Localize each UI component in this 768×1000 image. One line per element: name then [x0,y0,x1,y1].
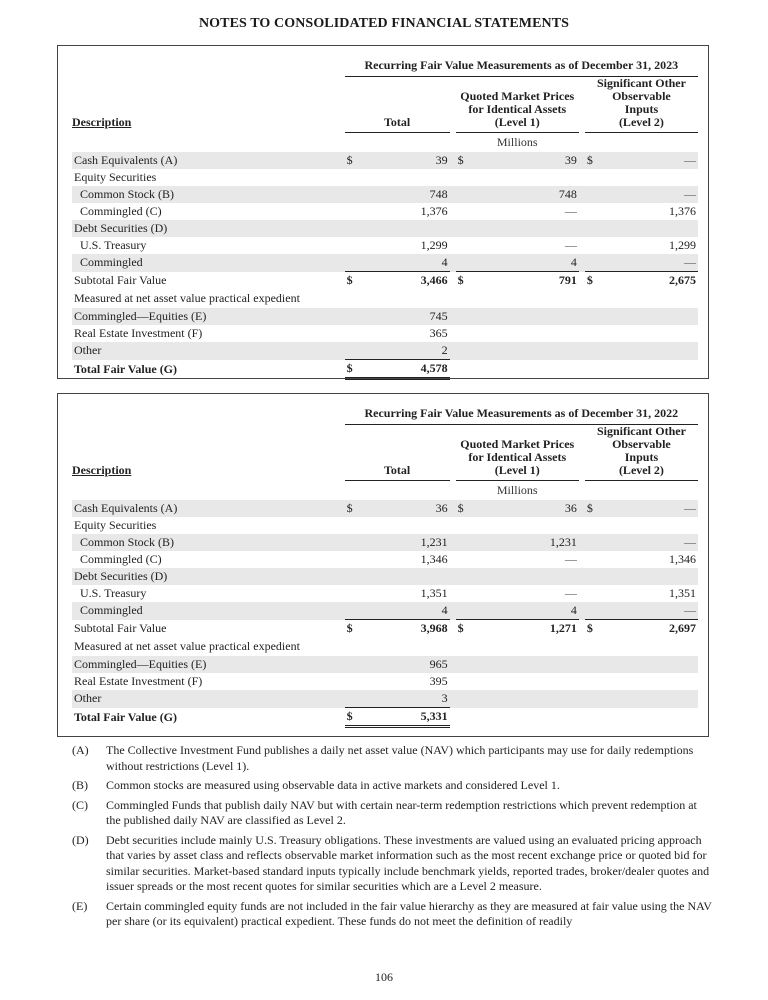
blank-cell [72,56,345,77]
level2-value: 1,351 [669,586,696,600]
row-label: Cash Equivalents (A) [72,152,345,169]
blank-cell [603,342,698,360]
total-value: 3,466 [420,273,448,287]
level2-value: 2,675 [669,273,696,287]
nav-section-label: Measured at net asset value practical expedient [74,639,300,653]
span-header: Recurring Fair Value Measurements as of December 31, 2023 [345,56,698,77]
column-header-row [72,77,698,133]
fair-value-table-2023 [57,45,709,379]
level2-value: 2,697 [669,621,696,635]
footnote-text: The Collective Investment Fund publishes a daily net asset value (NAV) which participants may use for daily redemptions without restrictions (Level 1). [106,743,694,773]
table-row [72,342,698,360]
footnote [72,899,712,930]
blank-cell [456,690,474,708]
header-line: Inputs [624,102,659,116]
currency-symbol [456,551,474,568]
level1-value: — [564,238,577,252]
total-value: 4 [363,254,450,272]
row-label: Equity Securities [74,170,157,184]
table-row [72,585,698,602]
blank-cell [585,360,603,379]
footnote [72,743,712,774]
blank-cell [474,360,579,379]
blank-cell [579,133,698,153]
blank-cell [585,690,603,708]
nav-label-row [72,289,698,308]
blank-cell [456,708,474,727]
table-row [72,673,698,690]
total-value [363,169,450,186]
currency-symbol [585,186,603,203]
fair-value-grid [72,56,698,380]
blank-cell [456,308,474,325]
header-line: Quoted Market Prices [460,437,575,451]
table-row [72,690,698,708]
table-row [72,500,698,517]
blank-cell [474,325,579,342]
level2-value: — [603,500,698,517]
header-line: Significant Other [596,76,686,90]
level1-value: 791 [558,273,577,287]
header-line: (Level 1) [494,115,540,129]
row-label: Total Fair Value (G) [74,709,178,724]
total-value [363,517,450,534]
table-row [72,308,698,325]
row-label: Equity Securities [74,518,157,532]
total-value: 1,351 [420,586,448,600]
column-header-level2 [585,77,698,133]
row-label: Cash Equivalents (A) [72,500,345,517]
header-line: Observable [612,437,671,451]
row-label: Common Stock (B) [72,534,345,551]
level1-value: 39 [474,152,579,169]
total-value: 4 [363,602,450,620]
currency-symbol: $ [586,273,593,287]
currency-symbol [345,237,363,254]
row-label: Commingled—Equities (E) [72,308,345,325]
blank-cell [585,673,603,690]
footnote-key: (D) [72,832,89,847]
footnotes [72,743,712,934]
table-row [72,220,698,237]
blank-cell [474,656,579,673]
row-label: Real Estate Investment (F) [74,674,203,688]
header-line: Inputs [624,450,659,464]
total-value [363,220,450,237]
header-line: (Level 2) [618,463,664,477]
total-value: 748 [363,186,450,203]
grand-total-row [72,708,698,727]
row-label: Common Stock (B) [72,186,345,203]
span-header-row [72,56,698,77]
table-row [72,254,698,272]
total-value: 395 [429,674,448,688]
currency-symbol [585,568,603,585]
nav-label-row [72,637,698,656]
table-row [72,169,698,186]
row-label: Commingled (C) [80,204,162,218]
blank-cell [456,673,474,690]
total-value: 365 [429,326,448,340]
row-label: Other [72,342,345,360]
currency-symbol [345,186,363,203]
level2-value: — [603,152,698,169]
span-header-row [72,404,698,425]
currency-symbol [456,517,474,534]
currency-symbol: $ [345,360,363,379]
level2-value: — [603,602,698,620]
blank-cell [474,690,579,708]
footnote-text: Certain commingled equity funds are not included in the fair value hierarchy as they are measured at fair value using the NAV per share (or its equivalent) practical expedient. These funds do not meet the definition of readily [106,898,712,928]
blank-cell [345,673,363,690]
column-header-level1 [456,425,579,481]
currency-symbol [456,220,474,237]
table-row [72,602,698,620]
units-label: Millions [496,483,538,497]
row-label: Commingled [72,602,345,620]
currency-symbol [585,585,603,602]
row-label: Commingled [72,254,345,272]
level1-value: 36 [474,500,579,517]
header-line: Quoted Market Prices [460,89,575,103]
blank-cell [456,342,474,360]
total-value: 36 [363,500,450,517]
total-value: 3 [363,690,450,708]
column-header-description: Description [72,114,132,129]
table-row [72,325,698,342]
subtotal-row [72,272,698,290]
currency-symbol [585,517,603,534]
currency-symbol [456,169,474,186]
level2-value: — [603,254,698,272]
currency-symbol [585,551,603,568]
header-line: for Identical Assets [468,102,567,116]
blank-cell [474,673,579,690]
row-label: Debt Securities (D) [72,220,345,237]
blank-cell [585,308,603,325]
level2-value: — [603,534,698,551]
total-value: 1,346 [420,552,448,566]
table-row [72,517,698,534]
total-value: 965 [363,656,450,673]
blank-cell [72,404,345,425]
blank-cell [345,481,456,501]
level1-value: — [564,552,577,566]
currency-symbol [456,203,474,220]
footnote-key: (C) [72,797,88,812]
row-label: U.S. Treasury [80,238,147,252]
level2-value [603,517,698,534]
span-header: Recurring Fair Value Measurements as of December 31, 2022 [345,404,698,425]
level2-value: 1,299 [669,238,696,252]
page-number: 106 [375,970,393,984]
currency-symbol [345,585,363,602]
table-row [72,186,698,203]
currency-symbol [345,534,363,551]
blank-cell [603,325,698,342]
currency-symbol [345,568,363,585]
currency-symbol [456,585,474,602]
blank-cell [345,133,456,153]
currency-symbol [345,254,363,272]
grand-total-row [72,360,698,379]
blank-cell [474,708,579,727]
blank-cell [72,133,345,153]
table-row [72,568,698,585]
row-label: Debt Securities (D) [72,568,345,585]
level1-value: 1,271 [549,621,577,635]
row-label: Subtotal Fair Value [74,620,167,635]
footnote-text: Common stocks are measured using observable data in active markets and considered Level 1. [106,778,560,792]
blank-cell [603,690,698,708]
column-header-level1 [456,77,579,133]
currency-symbol [345,602,363,620]
page-title: NOTES TO CONSOLIDATED FINANCIAL STATEMENTS [198,16,570,31]
blank-cell [474,342,579,360]
units-row [72,481,698,501]
blank-cell [603,656,698,673]
table-row [72,656,698,673]
table-row [72,152,698,169]
fair-value-grid [72,404,698,728]
header-line: Significant Other [596,424,686,438]
row-label: Real Estate Investment (F) [74,326,203,340]
blank-cell [603,308,698,325]
level1-value: 4 [474,254,579,272]
currency-symbol: $ [586,621,593,635]
currency-symbol: $ [345,500,363,517]
table-row [72,534,698,551]
blank-cell [585,342,603,360]
total-value: 1,299 [420,238,448,252]
currency-symbol: $ [456,500,474,517]
total-value: 1,231 [363,534,450,551]
header-line: for Identical Assets [468,450,567,464]
footnote-key: (B) [72,778,88,792]
level1-value: 1,231 [474,534,579,551]
column-header-description: Description [72,462,132,477]
blank-cell [579,481,698,501]
level1-value: — [564,586,577,600]
blank-cell [345,690,363,708]
header-line: (Level 1) [494,463,540,477]
currency-symbol [456,186,474,203]
level1-value [474,169,579,186]
blank-cell [72,481,345,501]
currency-symbol [585,237,603,254]
header-line: (Level 2) [618,115,664,129]
currency-symbol [456,254,474,272]
currency-symbol [345,517,363,534]
currency-symbol [585,602,603,620]
blank-cell [345,656,363,673]
total-value: 2 [363,342,450,360]
currency-symbol [345,169,363,186]
footnote-text: Debt securities include mainly U.S. Treasury obligations. These investments are valued using an evaluated pricing approach that varies by asset class and reflects observable market information such as the most recent exchange price or quoted bid for similar securities. Market-based standard inputs typically include benchmark yields, reported trades, broker/dealer quotes and issuer spreads or the most recent quotes for similar securities which are a Level 2 measure. [106,832,710,893]
blank-cell [603,708,698,727]
fair-value-table-2022 [57,393,709,737]
total-value: 745 [363,308,450,325]
currency-symbol: $ [346,621,353,635]
column-header-row [72,425,698,481]
currency-symbol: $ [585,152,603,169]
level1-value [474,568,579,585]
total-value: 3,968 [420,621,448,635]
footnote-key: (A) [72,743,89,757]
row-label: Commingled (C) [80,552,162,566]
blank-cell [456,656,474,673]
level2-value [603,568,698,585]
subtotal-row [72,620,698,638]
blank-cell [585,325,603,342]
total-value: 4,578 [363,360,450,379]
footnote-key: (E) [72,898,88,913]
row-label: Commingled—Equities (E) [72,656,345,673]
currency-symbol [345,220,363,237]
total-value: 5,331 [363,708,450,727]
footnote-text: Commingled Funds that publish daily NAV but with certain near-term redemption restrictions which prevent redemption at the published daily NAV are classified as Level 2. [106,797,697,827]
level1-value: 748 [474,186,579,203]
level2-value [603,220,698,237]
blank-cell [585,656,603,673]
currency-symbol [585,169,603,186]
currency-symbol [456,602,474,620]
total-value: 1,376 [420,204,448,218]
level2-value: 1,346 [669,552,696,566]
currency-symbol [456,534,474,551]
units-row [72,133,698,153]
currency-symbol: $ [585,500,603,517]
level1-value: — [564,204,577,218]
currency-symbol [585,254,603,272]
row-label: Subtotal Fair Value [74,272,167,287]
units-label: Millions [496,135,538,149]
level2-value: 1,376 [669,204,696,218]
currency-symbol [456,568,474,585]
currency-symbol: $ [346,273,353,287]
blank-cell [603,673,698,690]
currency-symbol [345,551,363,568]
table-row [72,203,698,220]
column-header-total: Total [345,425,450,481]
header-line: Observable [612,89,671,103]
column-header-total: Total [345,77,450,133]
blank-cell [603,360,698,379]
level2-value: — [603,186,698,203]
currency-symbol: $ [345,708,363,727]
total-value [363,568,450,585]
currency-symbol [456,237,474,254]
blank-cell [345,325,363,342]
row-label: Other [72,690,345,708]
total-value: 39 [363,152,450,169]
blank-cell [456,360,474,379]
currency-symbol [585,534,603,551]
footnote [72,798,712,829]
blank-cell [474,308,579,325]
blank-cell [585,708,603,727]
currency-symbol: $ [457,273,464,287]
row-label: Total Fair Value (G) [74,361,178,376]
currency-symbol [585,203,603,220]
currency-symbol [585,220,603,237]
table-row [72,237,698,254]
footnote [72,778,712,794]
nav-section-label: Measured at net asset value practical expedient [74,291,300,305]
table-row [72,551,698,568]
level1-value [474,220,579,237]
level2-value [603,169,698,186]
currency-symbol: $ [345,152,363,169]
blank-cell [345,308,363,325]
blank-cell [456,325,474,342]
level1-value: 4 [474,602,579,620]
blank-cell [345,342,363,360]
currency-symbol: $ [456,152,474,169]
row-label: U.S. Treasury [80,586,147,600]
currency-symbol [345,203,363,220]
column-header-level2 [585,425,698,481]
currency-symbol: $ [457,621,464,635]
level1-value [474,517,579,534]
footnote [72,833,712,895]
